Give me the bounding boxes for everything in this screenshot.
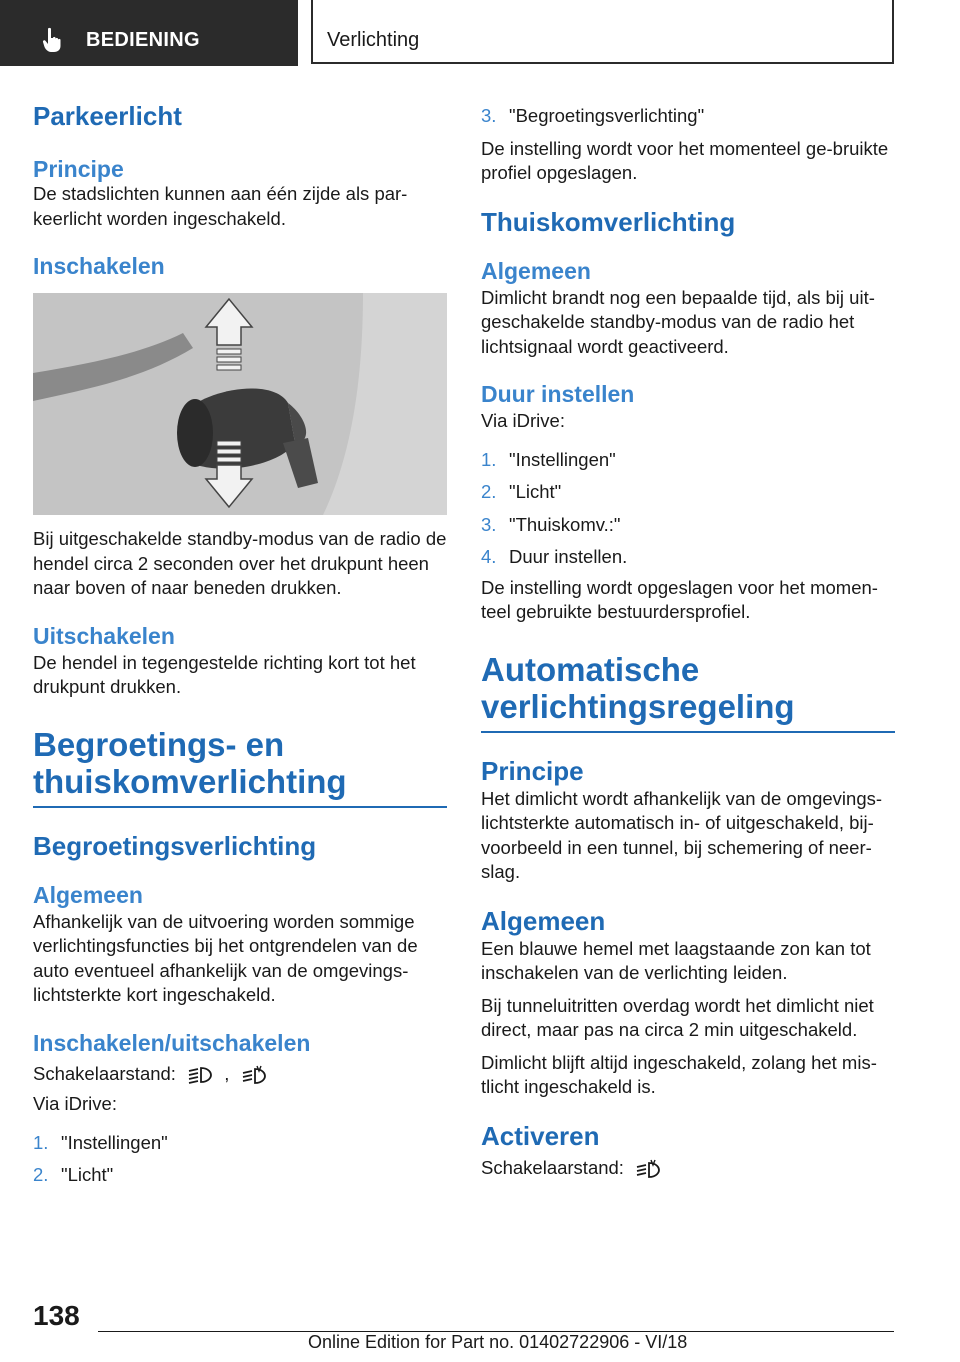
chapter-label: Verlichting [327, 29, 420, 51]
inuit-heading: Inschakelen/uitschakelen [33, 1029, 311, 1056]
inschakelen-heading: Inschakelen [33, 253, 165, 279]
algemeen-heading-right: Algemeen [481, 257, 591, 284]
algemeen-heading: Algemeen [33, 881, 143, 908]
algemeen2-p2: Bij tunneluitritten overdag wordt het dimlicht niet direct, maar pas na circa 2 min uitgeschakeld. [481, 994, 874, 1040]
duur-note: De instelling wordt opgeslagen voor het momen-teel gebruikte bestuurdersprofiel. [481, 576, 878, 622]
list-item: 1. "Instellingen" [481, 448, 616, 470]
edition-text: Online Edition for Part no. 01402722906 - VI/18 [308, 1332, 688, 1352]
principe-text-right: Het dimlicht wordt afhankelijk van de omgevings-lichtsterkte automatisch in- of uitgeschakeld, bij-voorbeeld in een tunnel, bij schemering of neer-slag. [481, 787, 883, 882]
low-beam-icon [187, 1065, 213, 1085]
section-label: BEDIENING [86, 29, 200, 51]
algemeen2-p1: Een blauwe hemel met laagstaande zon kan tot inschakelen van de verlichting leiden. [481, 937, 871, 983]
algemeen-text-right: Dimlicht brandt nog een bepaalde tijd, als bij uit-geschakelde standby-modus van de radio het lichtsignaal wordt geactiveerd. [481, 286, 875, 357]
list-item: 3. "Begroetingsverlichting" [481, 105, 705, 126]
via-idrive-right: Via iDrive: [481, 410, 565, 431]
schakelaarstand-label-right: Schakelaarstand: [481, 1156, 624, 1178]
idrive-step-3 [481, 104, 895, 129]
schakelaarstand-separator: , [224, 1062, 230, 1084]
algemeen2-heading: Algemeen [481, 905, 606, 936]
list-item: 2. "Licht" [33, 1164, 114, 1185]
schakelaarstand-line [33, 1062, 447, 1087]
begroetingsverlichting-heading: Begroetingsverlichting [33, 830, 317, 861]
lever-drawing [33, 293, 447, 515]
list-item: 2. "Licht" [481, 481, 562, 502]
list-item: 3. "Thuiskomv.:" [481, 513, 621, 535]
principe-heading: Principe [33, 156, 124, 182]
duur-heading: Duur instellen [481, 381, 635, 407]
uitschakelen-text: De hendel in tegengestelde richting kort tot het drukpunt drukken. [33, 651, 416, 697]
auto-headlight-icon [241, 1065, 267, 1085]
section-tab [0, 0, 298, 66]
duur-steps [481, 448, 895, 570]
list-item: 1. "Instellingen" [33, 1131, 168, 1153]
idrive-steps-left [33, 1131, 447, 1188]
list-item: 4. Duur instellen. [481, 546, 628, 567]
begroetings-heading: Begroetings- en thuiskomverlichting [33, 726, 447, 808]
right-column [481, 104, 895, 1180]
algemeen-text: Afhankelijk van de uitvoering worden sommige verlichtingsfuncties bij het ontgrendelen van de auto eventueel afhankelijk van de omgevings-lichtsterkte kort ingeschakeld. [33, 910, 418, 1005]
left-column [33, 100, 447, 1188]
auto-heading: Automatische verlichtingsregeling [481, 651, 895, 733]
auto-headlight-icon [635, 1159, 661, 1179]
thuiskom-heading: Thuiskomverlichting [481, 206, 736, 237]
light-lever-illustration [33, 293, 447, 515]
algemeen2-p3: Dimlicht blijft altijd ingeschakeld, zolang het mis-tlicht ingeschakeld is. [481, 1051, 877, 1097]
uitschakelen-heading: Uitschakelen [33, 622, 175, 649]
inschakelen-text: Bij uitgeschakelde standby-modus van de radio de hendel circa 2 seconden over het drukpunt heen naar boven of naar beneden drukken. [33, 528, 447, 598]
activeren-heading: Activeren [481, 1120, 600, 1151]
principe-text: De stadslichten kunnen aan één zijde als par-keerlicht worden ingeschakeld. [33, 183, 408, 229]
pointing-hand-icon [42, 27, 64, 53]
principe-heading-right: Principe [481, 755, 584, 786]
via-idrive-left: Via iDrive: [33, 1093, 117, 1114]
chapter-tab [311, 0, 894, 64]
schakelaarstand-label: Schakelaarstand: [33, 1062, 176, 1084]
page-header [0, 0, 960, 66]
page-number: 138 [33, 1300, 80, 1331]
step3-note: De instelling wordt voor het momenteel ge-bruikte profiel opgeslagen. [481, 137, 889, 183]
activeren-line [481, 1156, 895, 1181]
parkeerlicht-heading: Parkeerlicht [33, 101, 182, 131]
